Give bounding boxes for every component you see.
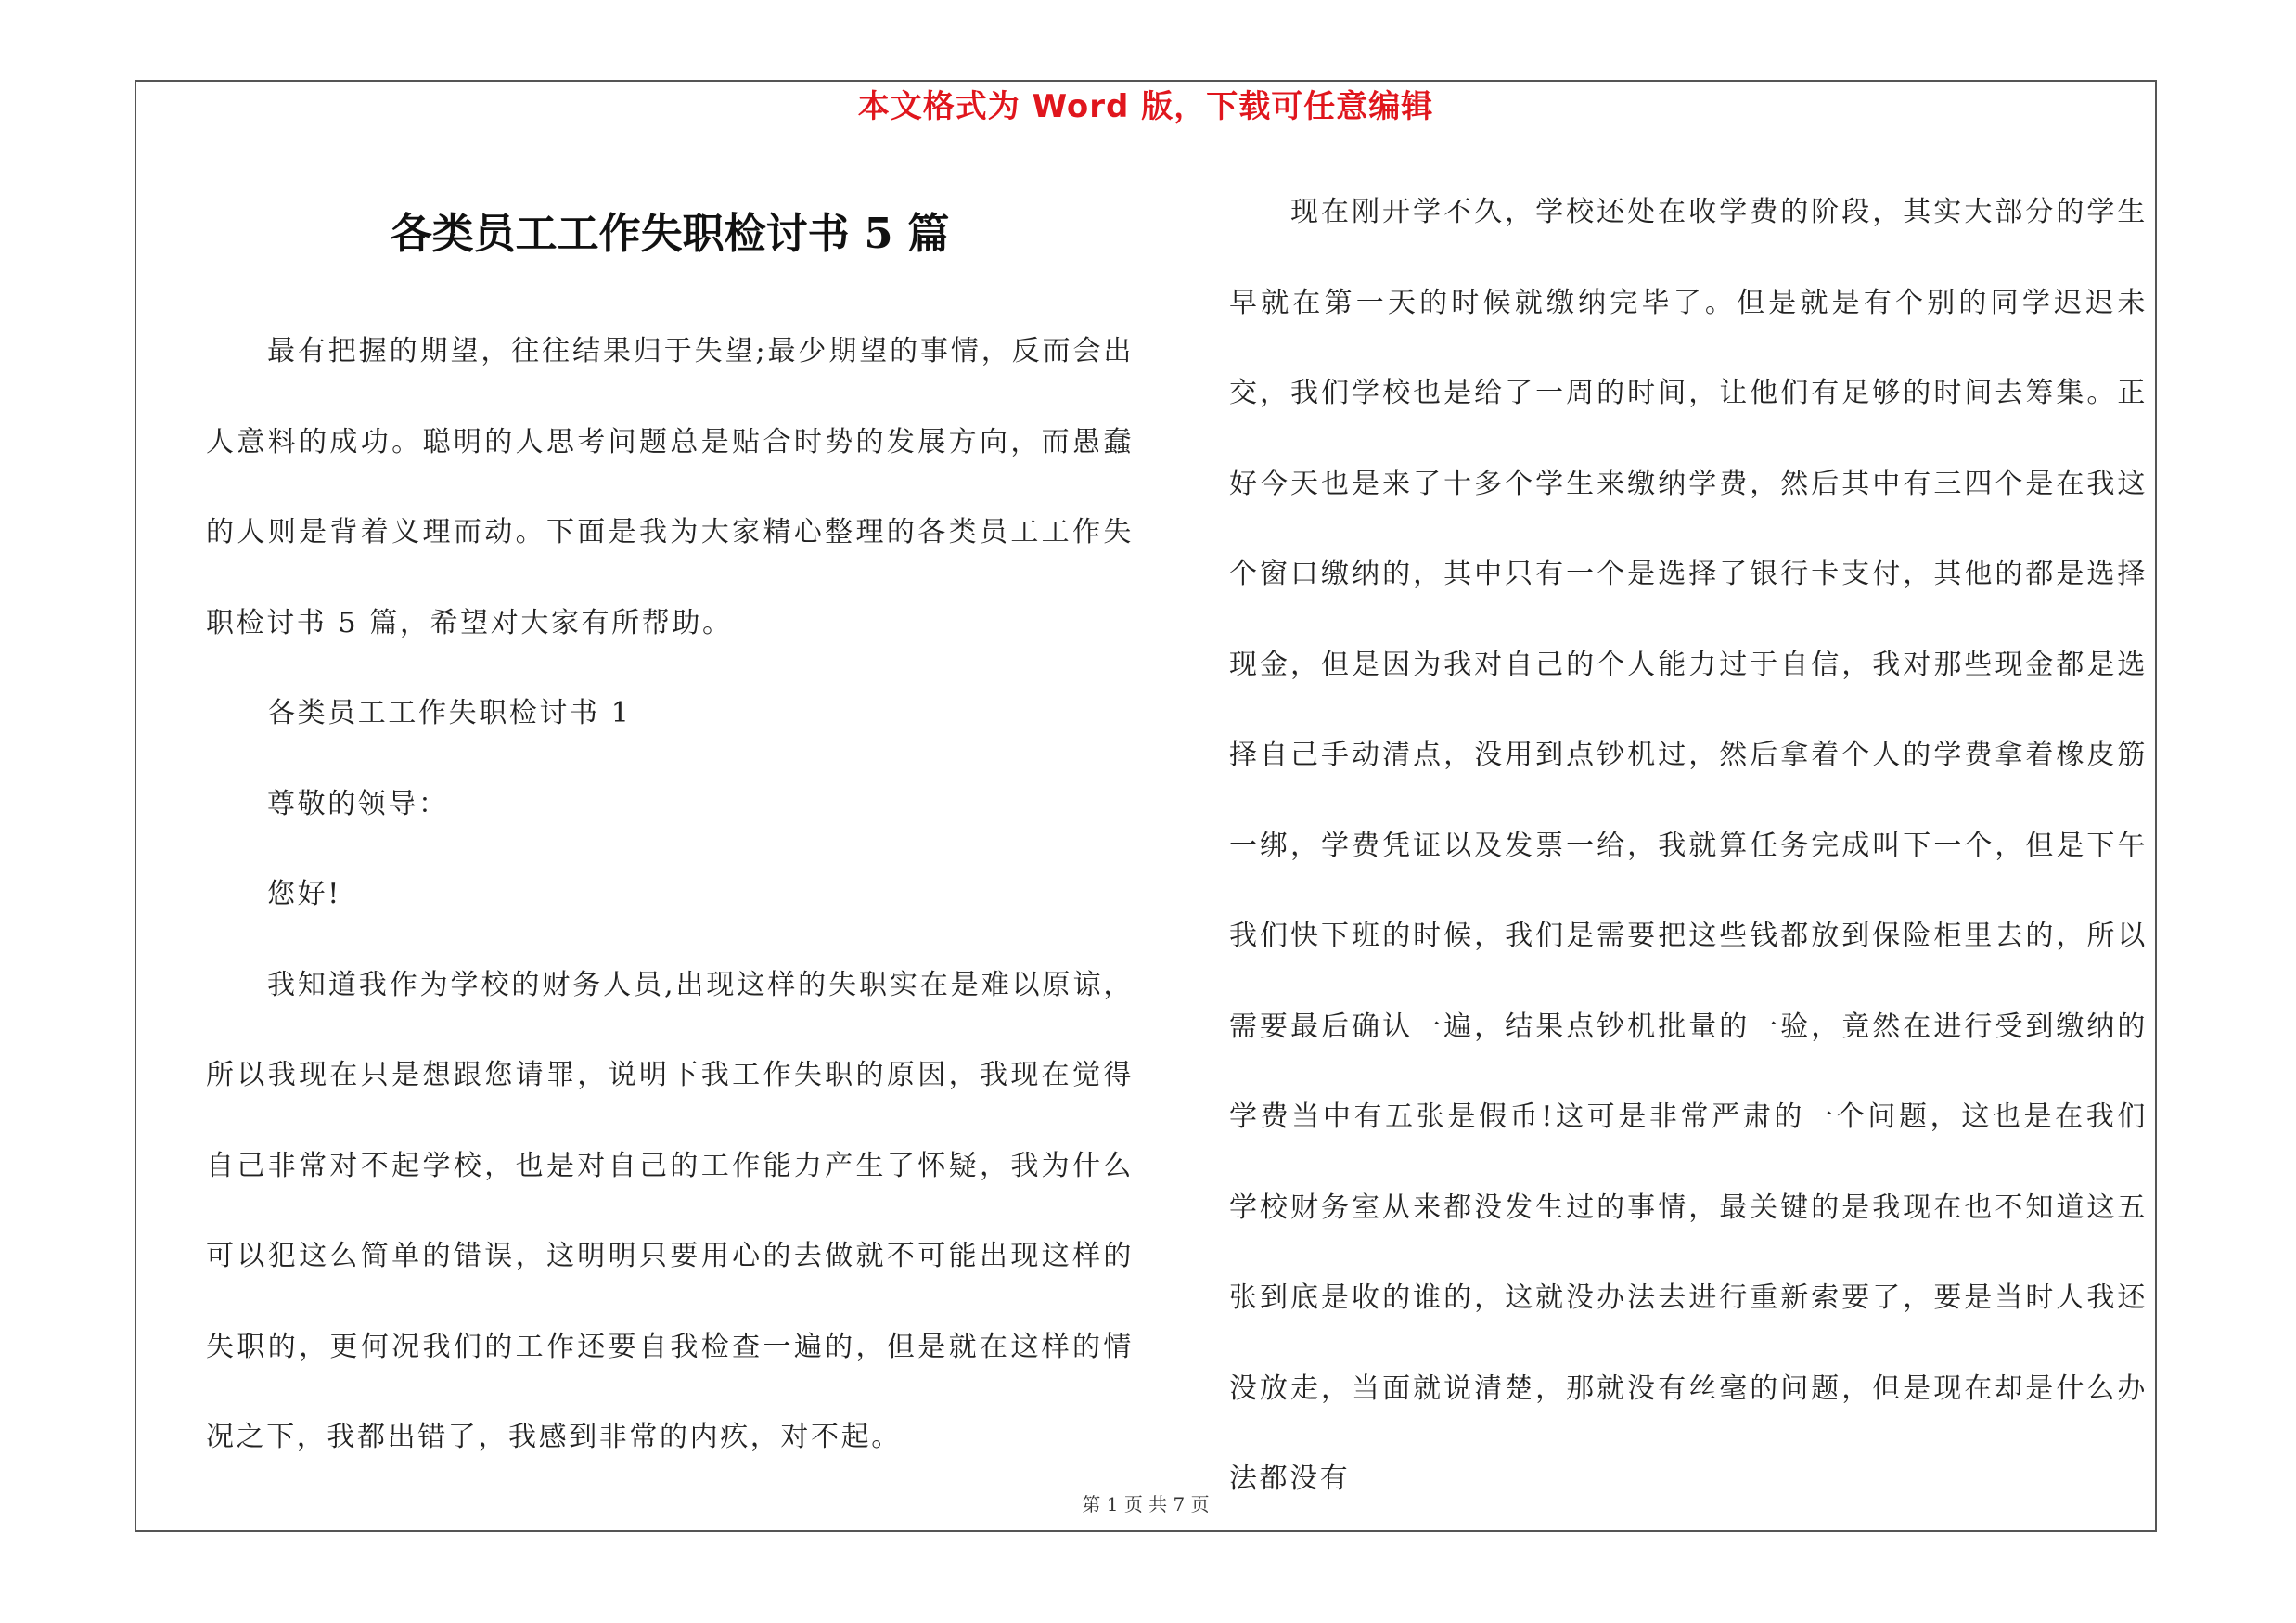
greeting: 您好! [267,878,341,910]
document-title: 各类员工工作失职检讨书 5 篇 [390,209,950,258]
page-number-footer: 第 1 页 共 7 页 [1082,1493,1210,1515]
section-heading-1: 各类员工工作失职检讨书 1 [267,697,632,729]
left-column-body [206,306,1134,1483]
right-column-body [1229,167,2148,1525]
body-paragraph-1: 我知道我作为学校的财务人员,出现这样的失职实在是难以原谅，所以我现在只是想跟您请罪，说明下我工作失职的原因，我现在觉得自己非常对不起学校，也是对自己的工作能力产生了怀疑，我为什么可以犯这么简单的错误，这明明只要用心的去做就不可能出现这样的失职的，更何况我们的工作还要自我检查一遍的，但是就在这样的情况之下，我都出错了，我感到非常的内疚，对不起。 [206,968,1134,1453]
body-paragraph-2: 现在刚开学不久，学校还处在收学费的阶段，其实大部分的学生早就在第一天的时候就缴纳完毕了。但是就是有个别的同学迟迟未交，我们学校也是给了一周的时间，让他们有足够的时间去筹集。正好今天也是来了十多个学生来缴纳学费，然后其中有三四个是在我这个窗口缴纳的，其中只有一个是选择了银行卡支付，其他的都是选择现金，但是因为我对自己的个人能力过于自信，我对那些现金都是选择自己手动清点，没用到点钞机过，然后拿着个人的学费拿着橡皮筋一绑，学费凭证以及发票一给，我就算任务完成叫下一个，但是下午我们快下班的时候，我们是需要把这些钱都放到保险柜里去的，所以需要最后确认一遍，结果点钞机批量的一验，竟然在进行受到缴纳的学费当中有五张是假币!这可是非常严肃的一个问题，这也是在我们学校财务室从来都没发生过的事情，最关键的是我现在也不知道这五张到底是收的谁的，这就没办法去进行重新索要了，要是当时人我还没放走，当面就说清楚，那就没有丝毫的问题，但是现在却是什么办法都没有 [1229,196,2148,1495]
intro-paragraph: 最有把握的期望，往往结果归于失望;最少期望的事情，反而会出人意料的成功。聪明的人思考问题总是贴合时势的发展方向，而愚蠢的人则是背着义理而动。下面是我为大家精心整理的各类员工工作失职检讨书 5 篇，希望对大家有所帮助。 [206,335,1134,639]
salutation: 尊敬的领导： [267,787,449,820]
word-format-banner: 本文格式为 Word 版，下载可任意编辑 [857,88,1434,125]
